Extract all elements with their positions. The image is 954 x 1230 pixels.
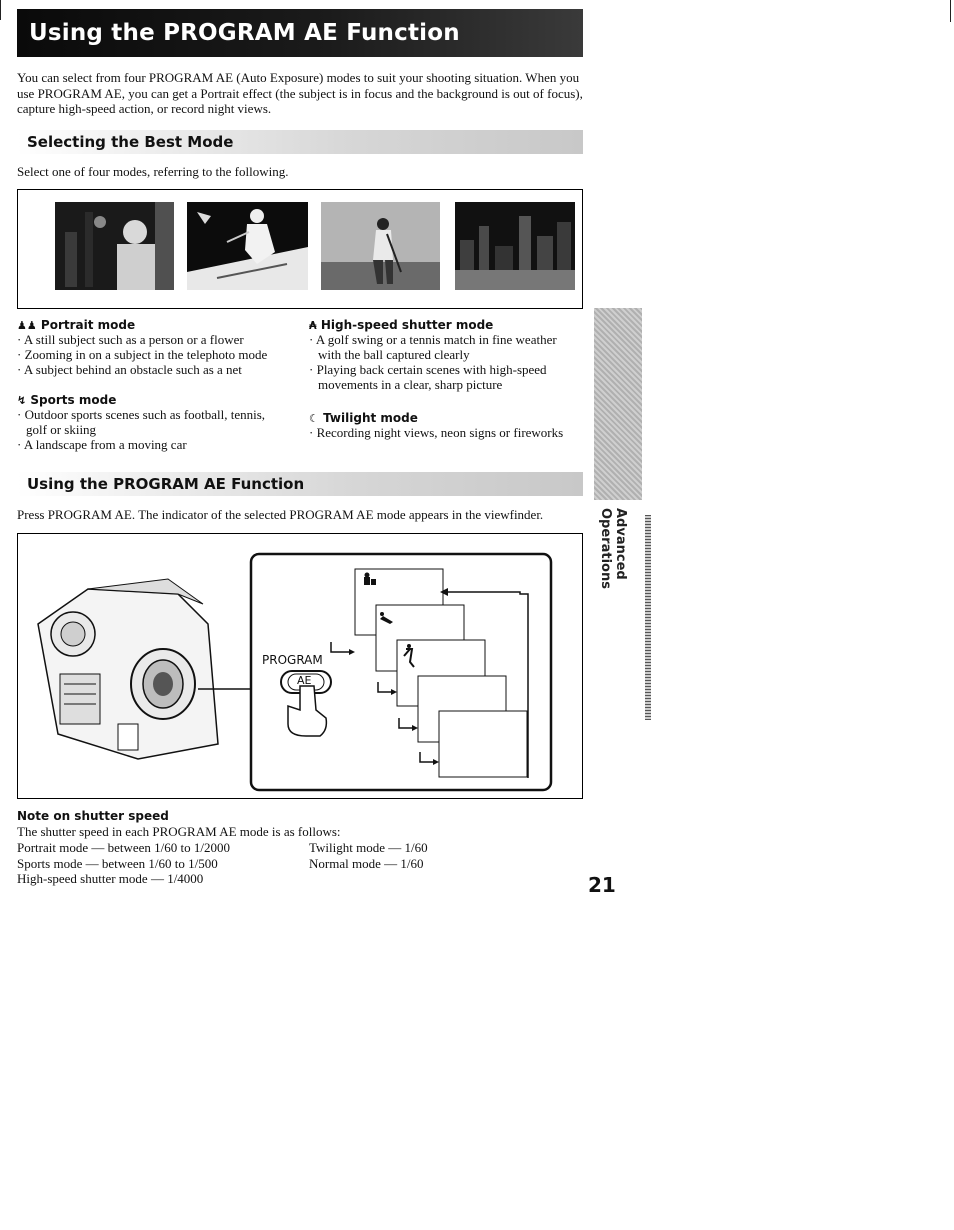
crop-mark <box>950 0 951 22</box>
crop-mark <box>0 0 1 20</box>
twilight-mode-heading: ☾ Twilight mode <box>309 411 418 425</box>
program-label: PROGRAM <box>262 653 323 667</box>
list-item: · A landscape from a moving car <box>17 437 187 452</box>
sports-mode-block <box>17 393 297 452</box>
portrait-mode-block <box>17 318 297 377</box>
portrait-photo <box>55 202 174 290</box>
list-item: · A subject behind an obstacle such as a net <box>17 362 242 377</box>
section-heading-best-mode <box>17 130 583 154</box>
intro-paragraph: You can select from four PROGRAM AE (Auto Exposure) modes to suit your shooting situation. When you use PROGRAM AE, you can get a Portrait effect (the subject is in focus and the background is out of focus), capture high-speed action, or record night views. <box>17 70 583 116</box>
list-item: Twilight mode — 1/60 <box>309 840 428 855</box>
page-title-bar <box>17 9 583 57</box>
section1-lead: Select one of four modes, referring to the following. <box>17 164 289 179</box>
program-ae-diagram <box>17 533 583 799</box>
golfer-icon: ₳ <box>309 319 317 332</box>
section-heading-text: Using the PROGRAM AE Function <box>27 475 305 493</box>
twilight-photo <box>455 202 575 290</box>
list-item: Sports mode — between 1/60 to 1/500 <box>17 855 218 871</box>
list-item: · A golf swing or a tennis match in fine weather <box>309 332 557 347</box>
list-item: · Playing back certain scenes with high-speed <box>309 362 547 377</box>
side-tab-marker <box>594 308 642 500</box>
golfer-photo <box>321 202 440 290</box>
list-item: · Outdoor sports scenes such as football, tennis, <box>17 407 266 422</box>
note-heading: Note on shutter speed <box>17 809 169 823</box>
moon-icon: ☾ <box>309 412 319 425</box>
list-item: Normal mode — 1/60 <box>309 855 424 871</box>
mode-photos-box <box>17 189 583 309</box>
skier-photo <box>187 202 308 290</box>
side-strip-marker <box>645 515 651 720</box>
list-item: Portrait mode — between 1/60 to 1/2000 <box>17 840 231 855</box>
note-right-column <box>309 840 428 871</box>
page-number: 21 <box>588 873 616 897</box>
page-title: Using the PROGRAM AE Function <box>29 20 460 46</box>
list-item: High-speed shutter mode — 1/4000 <box>17 871 204 886</box>
list-item-continued: golf or skiing <box>26 422 97 437</box>
highspeed-mode-heading: ₳ High-speed shutter mode <box>309 318 494 332</box>
section2-lead: Press PROGRAM AE. The indicator of the selected PROGRAM AE mode appears in the viewfinder. <box>17 507 544 522</box>
ae-button-label: AE <box>297 674 312 687</box>
list-item-continued: with the ball captured clearly <box>318 347 470 362</box>
note-lead: The shutter speed in each PROGRAM AE mode is as follows: <box>17 824 341 839</box>
list-item: · Recording night views, neon signs or fireworks <box>309 425 564 440</box>
note-left-column <box>17 840 230 887</box>
section-heading-text: Selecting the Best Mode <box>27 133 234 151</box>
highspeed-mode-block <box>309 318 584 392</box>
list-item-continued: movements in a clear, sharp picture <box>318 377 503 392</box>
skier-icon: ↯ <box>17 394 27 407</box>
sports-mode-heading: ↯ Sports mode <box>17 393 117 407</box>
side-tab-label: Advanced Operations <box>598 508 628 589</box>
twilight-mode-block <box>309 411 584 440</box>
list-item: · Zooming in on a subject in the telephoto mode <box>17 347 268 362</box>
portrait-mode-heading: ♟♟ Portrait mode <box>17 318 136 332</box>
list-item: · A still subject such as a person or a flower <box>17 332 244 347</box>
portrait-icon: ♟♟ <box>17 319 37 332</box>
section-heading-program-ae <box>17 472 583 496</box>
